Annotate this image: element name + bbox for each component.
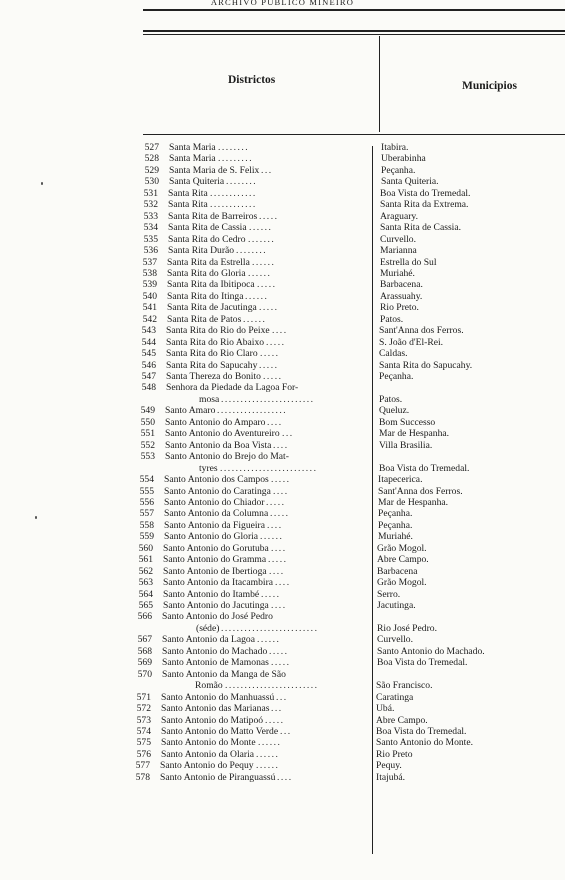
- district-name: mosa: [199, 393, 220, 405]
- table-row: [0, 532, 565, 543]
- table-row: [0, 544, 565, 555]
- leader-dots: ......: [249, 223, 273, 234]
- leader-dots: ........: [236, 246, 268, 257]
- row-number: 542: [142, 313, 157, 325]
- table-row: [0, 738, 565, 749]
- table-row: [0, 418, 565, 429]
- table-row: [0, 200, 565, 211]
- table-row: [0, 406, 565, 417]
- leader-dots: ....: [269, 566, 285, 577]
- row-number: 560: [138, 542, 153, 554]
- municipality-name: Santa Rita de Cassia.: [380, 222, 461, 234]
- district-name: (séde): [196, 622, 220, 634]
- leader-dots: .....: [269, 646, 289, 657]
- row-number: 535: [143, 233, 158, 245]
- district-name: Santo Antonio do Gorutuba: [163, 542, 269, 554]
- leader-dots: .....: [266, 337, 286, 348]
- municipality-name: Abre Campo.: [377, 554, 429, 566]
- municipality-name: S. João d'El-Rei.: [379, 336, 444, 348]
- district-name: Santa Rita da Estrella: [167, 256, 250, 268]
- header-rule-bottom: [143, 134, 565, 135]
- table-row: [0, 761, 565, 772]
- column-header-districts: Districtos: [228, 74, 276, 86]
- row-number: 566: [137, 611, 152, 623]
- leader-dots: ............: [210, 188, 257, 199]
- district-name: Santo Antonio da Boa Vista: [165, 439, 272, 451]
- row-number: 543: [141, 325, 156, 337]
- table-row: [0, 154, 565, 165]
- district-name: Santo Antonio do José Pedro: [162, 611, 273, 623]
- leader-dots: .....: [259, 360, 279, 371]
- row-number: 528: [144, 153, 159, 165]
- table-row: [0, 143, 565, 154]
- row-number: 570: [137, 668, 152, 680]
- row-number: 572: [136, 703, 151, 715]
- leader-dots: ............: [210, 200, 257, 211]
- table-row: [0, 177, 565, 188]
- row-number: 551: [140, 428, 155, 440]
- district-name: Santo Antonio do Matto Verde: [161, 725, 279, 737]
- leader-dots: ......: [248, 268, 272, 279]
- district-name: Santa Rita de Cassia: [168, 222, 247, 234]
- table-row: [0, 716, 565, 727]
- row-number: 539: [142, 279, 157, 291]
- row-number: 578: [135, 771, 150, 783]
- table-row: [0, 338, 565, 349]
- row-number: 558: [139, 519, 154, 531]
- table-row: [0, 441, 565, 452]
- leader-dots: .........................: [221, 623, 319, 634]
- district-name: Santo Antonio do Brejo do Mat-: [165, 451, 289, 463]
- leader-dots: ....: [267, 417, 283, 428]
- municipality-name: Estrella do Sul: [380, 256, 437, 268]
- district-name: Santa Maria de S. Felix: [169, 164, 260, 176]
- table-row: [0, 658, 565, 669]
- municipality-name: Caratinga: [376, 691, 414, 703]
- district-name: Santo Antonio da Lagoa: [162, 634, 255, 646]
- table-row: [0, 326, 565, 337]
- municipality-name: Rio Preto.: [380, 302, 419, 314]
- row-number: 567: [137, 634, 152, 646]
- leader-dots: ....: [275, 578, 291, 589]
- district-name: Santo Antonio de Piranguassú: [160, 771, 276, 783]
- leader-dots: .....: [271, 475, 291, 486]
- table-row: [0, 383, 565, 394]
- district-name: Santo Antonio da Olaria: [161, 748, 254, 760]
- district-name: Santo Antonio do Itambé: [163, 588, 260, 600]
- leader-dots: ......: [257, 635, 281, 646]
- municipality-name: Pequy.: [376, 760, 402, 772]
- leader-dots: ....: [271, 543, 287, 554]
- district-name: Santo Antonio do Matipoó: [161, 714, 264, 726]
- leader-dots: .........................: [220, 463, 318, 474]
- leader-dots: ......: [243, 314, 267, 325]
- table-row: [0, 590, 565, 601]
- district-name: Santo Antonio dos Campos: [164, 474, 269, 486]
- municipality-name: Peçanha.: [378, 508, 413, 520]
- leader-dots: ......: [260, 532, 284, 543]
- row-number: 549: [140, 405, 155, 417]
- district-name: Santo Antonio do Gramma: [163, 554, 267, 566]
- district-name: Santa Quiteria: [169, 176, 225, 188]
- leader-dots: ....: [271, 601, 287, 611]
- municipality-name: Marianna: [380, 245, 417, 257]
- table-row: [0, 670, 565, 681]
- municipality-name: Itabira.: [381, 142, 409, 153]
- row-number: 573: [136, 714, 151, 726]
- table-row: [0, 303, 565, 314]
- municipality-name: Bom Successo: [379, 416, 436, 428]
- row-number: 562: [138, 565, 153, 577]
- municipality-name: Santa Rita da Extrema.: [380, 199, 469, 211]
- table-row: [0, 349, 565, 360]
- leader-dots: ........................: [225, 681, 319, 692]
- district-name: Santo Antonio da Itacambira: [163, 577, 274, 589]
- leader-dots: .....: [265, 715, 285, 726]
- row-number: 537: [142, 256, 157, 268]
- row-number: 531: [143, 187, 158, 199]
- row-number: 557: [139, 508, 154, 520]
- table-row: [0, 693, 565, 704]
- table-row: [0, 612, 565, 623]
- table-row: [0, 372, 565, 383]
- row-number: 556: [139, 496, 154, 508]
- leader-dots: .....: [259, 211, 279, 222]
- district-name: Santo Amaro: [165, 405, 216, 417]
- leader-dots: .....: [257, 280, 277, 291]
- leader-dots: ..................: [217, 406, 288, 417]
- leader-dots: .........: [218, 154, 254, 165]
- row-number: 532: [143, 199, 158, 211]
- leader-dots: ...: [280, 726, 292, 737]
- municipality-name: Santo Antonio do Monte.: [376, 737, 474, 749]
- municipality-name: Boa Vista do Tremedal.: [380, 187, 471, 199]
- municipality-name: Curvello.: [377, 634, 413, 646]
- row-number: 536: [143, 245, 158, 257]
- municipality-name: Santo Antonio do Machado.: [377, 645, 485, 657]
- district-name: Santa Rita: [168, 187, 208, 199]
- row-number: 574: [136, 725, 151, 737]
- table-row: [0, 509, 565, 520]
- leader-dots: ....: [277, 772, 293, 783]
- leader-dots: ........: [218, 143, 250, 153]
- table-row: [0, 292, 565, 303]
- header-column-divider: [379, 36, 380, 132]
- leader-dots: ....: [272, 326, 288, 337]
- leader-dots: .....: [270, 509, 290, 520]
- table-row: [0, 212, 565, 223]
- header-rule-top: [143, 9, 565, 11]
- row-number: 538: [142, 267, 157, 279]
- table-row: [0, 223, 565, 234]
- municipality-name: Muriahé.: [380, 267, 415, 279]
- table-row: [0, 601, 565, 612]
- row-number: 530: [144, 176, 159, 188]
- row-number: 534: [143, 222, 158, 234]
- district-name: Santa Rita do Itinga: [167, 290, 244, 302]
- municipality-name: Peçanha.: [378, 519, 413, 531]
- leader-dots: .......: [248, 234, 276, 245]
- district-name: Santo Antonio do Gloria: [164, 531, 259, 543]
- row-number: 565: [138, 600, 153, 611]
- row-number: 548: [141, 382, 156, 394]
- table-row: [0, 578, 565, 589]
- municipality-name: Queluz.: [379, 405, 410, 417]
- district-name: Santo Antonio da Columna: [164, 508, 269, 520]
- row-number: 561: [138, 554, 153, 566]
- municipality-name: Grão Mogol.: [377, 542, 427, 554]
- district-name: Santo Antonio do Chiador: [164, 496, 265, 508]
- municipality-name: Rio Preto: [376, 748, 413, 760]
- municipality-name: Abre Campo.: [376, 714, 428, 726]
- table-row: [0, 647, 565, 658]
- municipality-name: Villa Brasilia.: [379, 439, 433, 451]
- leader-dots: ......: [245, 291, 269, 302]
- district-name: Santa Rita do Rio Abaixo: [166, 336, 265, 348]
- leader-dots: .....: [263, 372, 283, 382]
- district-name: Santo Antonio das Marianas: [161, 703, 270, 715]
- district-name: Santa Rita de Jacutinga: [167, 302, 257, 314]
- table-row: [0, 235, 565, 246]
- municipality-name: Sant'Anna dos Ferros.: [378, 485, 463, 497]
- municipality-name: Araguary.: [380, 210, 418, 222]
- district-name: Santa Rita de Barreiros: [168, 210, 258, 222]
- district-name: Santo Antonio do Amparo: [165, 416, 266, 428]
- district-name: Santo Antonio do Machado: [162, 645, 268, 657]
- row-number: 576: [136, 748, 151, 760]
- row-number: 577: [135, 760, 150, 772]
- row-number: 552: [140, 439, 155, 451]
- table-row: [0, 452, 565, 463]
- table-row: [0, 258, 565, 269]
- leader-dots: ...: [282, 429, 294, 440]
- header-rule-double-2: [143, 34, 565, 35]
- table-row: [0, 361, 565, 372]
- table-row: [0, 315, 565, 326]
- row-number: 553: [140, 451, 155, 463]
- row-number: 555: [139, 485, 154, 497]
- municipality-name: Uberabinha: [381, 153, 426, 165]
- municipality-name: Peçanha.: [381, 164, 416, 176]
- leader-dots: ......: [256, 761, 280, 772]
- header-rule-double-1: [143, 30, 565, 32]
- district-name: Santa Rita: [168, 199, 208, 211]
- municipality-name: Boa Vista do Tremedal.: [379, 462, 470, 474]
- table-row: [0, 395, 565, 406]
- municipality-name: Serro.: [377, 588, 401, 600]
- district-name: Santo Antonio do Monte: [161, 737, 256, 749]
- table-row: [0, 521, 565, 532]
- leader-dots: ...: [271, 704, 283, 715]
- row-number: 541: [142, 302, 157, 314]
- district-name: Santo Antonio do Jacutinga: [163, 600, 269, 611]
- municipality-name: Muriahé.: [378, 531, 413, 543]
- row-number: 563: [138, 577, 153, 589]
- leader-dots: ...: [276, 692, 288, 703]
- district-name: Santa Rita do Sapucahy: [166, 359, 258, 371]
- municipality-name: Boa Vista do Tremedal.: [376, 725, 467, 737]
- leader-dots: ........: [226, 177, 258, 188]
- municipality-name: Curvello.: [380, 233, 416, 245]
- leader-dots: ....: [273, 486, 289, 497]
- district-name: Santo Antonio da Figueira: [164, 519, 265, 531]
- municipality-name: Rio José Pedro.: [377, 622, 437, 634]
- table-row: [0, 166, 565, 177]
- row-number: 568: [137, 645, 152, 657]
- row-number: 540: [142, 290, 157, 302]
- leader-dots: .....: [266, 497, 286, 508]
- municipality-name: Ubá.: [376, 703, 395, 715]
- leader-dots: ....: [273, 440, 289, 451]
- district-name: Santa Maria: [169, 153, 216, 165]
- row-number: 546: [141, 359, 156, 371]
- table-row: [0, 567, 565, 578]
- table-row: [0, 727, 565, 738]
- municipality-name: Patos.: [379, 393, 403, 405]
- row-number: 575: [136, 737, 151, 749]
- row-number: 569: [137, 657, 152, 669]
- table-row: [0, 624, 565, 635]
- municipality-name: Barbacena.: [380, 279, 423, 291]
- row-number: 527: [144, 142, 159, 153]
- district-name: Santa Rita do Rio do Peixe: [166, 325, 270, 337]
- row-number: 554: [139, 474, 154, 486]
- table-row: [0, 555, 565, 566]
- district-name: Senhora da Piedade da Lagoa For-: [166, 382, 299, 394]
- municipality-name: Peçanha.: [379, 371, 414, 382]
- district-name: Santa Rita do Gloria: [167, 267, 246, 279]
- table-row: [0, 464, 565, 475]
- leader-dots: ...: [261, 165, 273, 176]
- table-row: [0, 498, 565, 509]
- row-number: 559: [139, 531, 154, 543]
- district-name: Santo Antonio de Mamonas: [162, 657, 269, 669]
- row-number: 564: [138, 588, 153, 600]
- municipality-name: Jacutinga.: [377, 600, 416, 611]
- table-row: [0, 269, 565, 280]
- leader-dots: .....: [259, 303, 279, 314]
- district-name: Santo Antonio da Manga de São: [162, 668, 286, 680]
- leader-dots: .....: [260, 349, 280, 360]
- row-number: 529: [144, 164, 159, 176]
- district-name: tyres: [199, 462, 218, 474]
- leader-dots: ......: [256, 749, 280, 760]
- leader-dots: .....: [268, 555, 288, 566]
- table-row: [0, 475, 565, 486]
- leader-dots: ......: [252, 257, 276, 268]
- row-number: 547: [141, 371, 156, 382]
- district-name: Santa Maria: [169, 142, 216, 153]
- municipality-name: Barbacena: [377, 565, 418, 577]
- row-number: 550: [140, 416, 155, 428]
- municipality-name: Boa Vista do Tremedal.: [377, 657, 468, 669]
- row-number: 571: [136, 691, 151, 703]
- district-name: Santo Antonio do Manhuassú: [161, 691, 275, 703]
- table-row: [0, 704, 565, 715]
- row-number: 544: [141, 336, 156, 348]
- municipality-name: Caldas.: [379, 348, 408, 360]
- municipality-name: Sant'Anna dos Ferros.: [379, 325, 464, 337]
- municipality-name: Arassuahy.: [380, 290, 423, 302]
- table-row: [0, 635, 565, 646]
- district-name: Santo Antonio de Ibertioga: [163, 565, 267, 577]
- district-name: Santa Rita de Patos: [167, 313, 242, 325]
- table-row: [0, 773, 565, 784]
- district-name: Santa Rita Durão: [168, 245, 235, 257]
- table-row: [0, 246, 565, 257]
- district-name: Santa Rita do Cedro: [168, 233, 246, 245]
- table-row: [0, 429, 565, 440]
- row-number: 545: [141, 348, 156, 360]
- municipality-name: Mar de Hespanha.: [379, 428, 450, 440]
- table-row: [0, 487, 565, 498]
- municipality-name: Itajubá.: [376, 771, 406, 783]
- municipality-name: Santa Quiteria.: [381, 176, 439, 188]
- district-name: Santa Rita da Ibitipoca: [167, 279, 255, 291]
- column-header-municipalities: Municipios: [462, 80, 517, 92]
- table-row: [0, 750, 565, 761]
- leader-dots: .....: [271, 658, 291, 669]
- district-name: Santo Antonio do Aventureiro: [165, 428, 280, 440]
- district-name: Santo Antonio do Caratinga: [164, 485, 271, 497]
- municipality-name: Itapecerica.: [378, 474, 423, 486]
- leader-dots: .....: [261, 589, 281, 600]
- page-header-title: ARCHIVO PUBLICO MINEIRO: [210, 0, 355, 7]
- district-name: Santo Antonio do Pequy: [160, 760, 254, 772]
- leader-dots: ....: [267, 520, 283, 531]
- municipality-name: São Francisco.: [376, 680, 433, 692]
- leader-dots: ........................: [221, 394, 315, 405]
- row-number: 533: [143, 210, 158, 222]
- table-row: [0, 280, 565, 291]
- municipality-name: Grão Mogol.: [377, 577, 427, 589]
- table-row: [0, 681, 565, 692]
- district-name: Santa Rita do Rio Claro: [166, 348, 258, 360]
- municipality-name: Santa Rita do Sapucahy.: [379, 359, 473, 371]
- municipality-name: Patos.: [380, 313, 404, 325]
- leader-dots: ......: [258, 738, 282, 749]
- district-name: Santa Thereza do Bonito: [166, 371, 261, 382]
- district-name: Romão: [195, 680, 223, 692]
- municipality-name: Mar de Hespanha.: [378, 496, 449, 508]
- table-row: [0, 189, 565, 200]
